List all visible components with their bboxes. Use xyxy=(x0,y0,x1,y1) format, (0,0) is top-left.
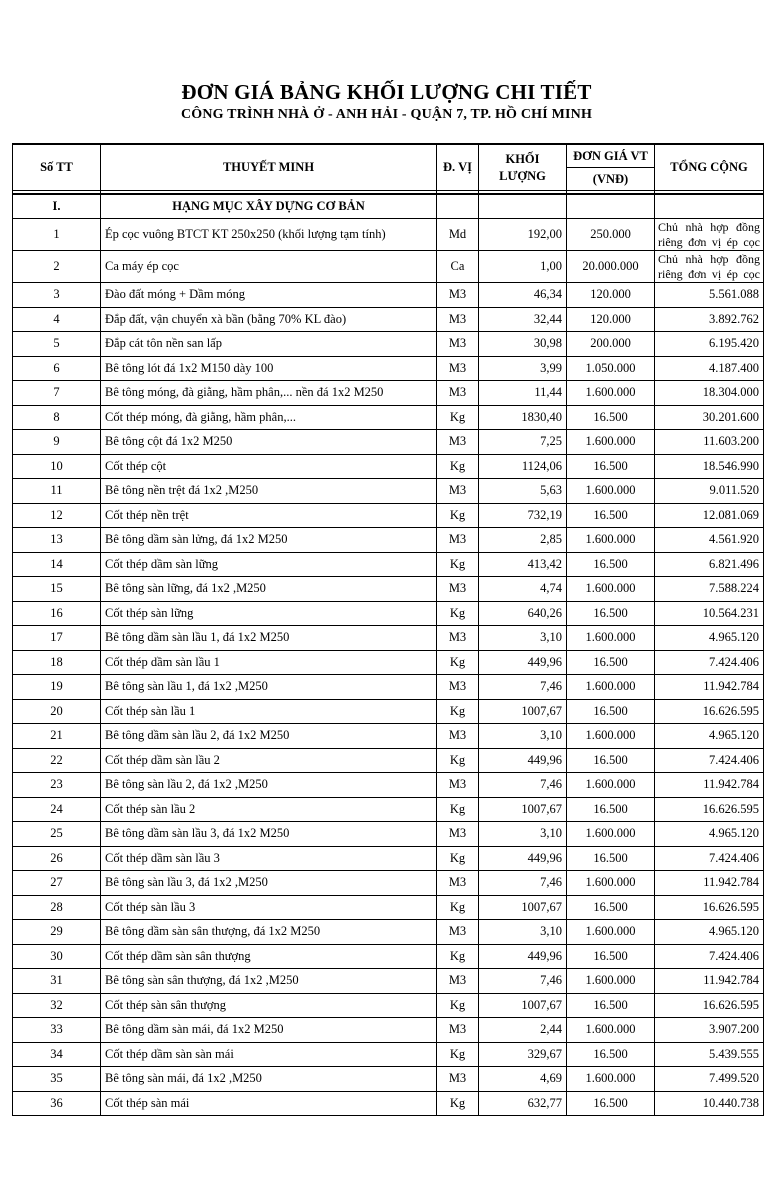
cell-total: 6.195.420 xyxy=(655,332,764,357)
cell-total: 11.942.784 xyxy=(655,675,764,700)
cell-desc: Bê tông sàn lầu 2, đá 1x2 ,M250 xyxy=(101,773,437,798)
cell-qty: 1007,67 xyxy=(479,797,567,822)
cell-stt: 19 xyxy=(13,675,101,700)
cell-total: 4.561.920 xyxy=(655,528,764,553)
header-total: TỔNG CỘNG xyxy=(655,144,764,191)
cell-qty: 1124,06 xyxy=(479,454,567,479)
cell-stt: 9 xyxy=(13,430,101,455)
cell-total: 7.424.406 xyxy=(655,846,764,871)
cell-qty: 3,10 xyxy=(479,920,567,945)
cell-total: 11.942.784 xyxy=(655,773,764,798)
cell-unit: M3 xyxy=(437,1067,479,1092)
cell-unit: Md xyxy=(437,219,479,251)
cell-qty: 46,34 xyxy=(479,283,567,308)
cell-price: 250.000 xyxy=(567,219,655,251)
cell-desc: Đắp cát tôn nền san lấp xyxy=(101,332,437,357)
cell-stt: 32 xyxy=(13,993,101,1018)
table-row xyxy=(13,251,764,283)
cell-price: 16.500 xyxy=(567,797,655,822)
cell-unit: Kg xyxy=(437,1042,479,1067)
cell-unit: Kg xyxy=(437,699,479,724)
cell-price: 200.000 xyxy=(567,332,655,357)
table-row xyxy=(13,993,764,1018)
cell-desc: Bê tông dầm sàn sân thượng, đá 1x2 M250 xyxy=(101,920,437,945)
cell-unit: M3 xyxy=(437,381,479,406)
cell-total: 3.907.200 xyxy=(655,1018,764,1043)
cell-unit: Kg xyxy=(437,601,479,626)
cell-desc: Cốt thép dầm sàn lầu 2 xyxy=(101,748,437,773)
cell-stt: 24 xyxy=(13,797,101,822)
cell-unit: Kg xyxy=(437,846,479,871)
cell-price: 16.500 xyxy=(567,699,655,724)
table-row xyxy=(13,895,764,920)
cell-total: 6.821.496 xyxy=(655,552,764,577)
table-row xyxy=(13,479,764,504)
cell-stt: 15 xyxy=(13,577,101,602)
cell-unit: M3 xyxy=(437,307,479,332)
cell-stt: 27 xyxy=(13,871,101,896)
cell-price: 16.500 xyxy=(567,993,655,1018)
cell-stt: 6 xyxy=(13,356,101,381)
cell-price: 1.600.000 xyxy=(567,822,655,847)
cell-desc: Bê tông dầm sàn lầu 2, đá 1x2 M250 xyxy=(101,724,437,749)
cell-price: 16.500 xyxy=(567,552,655,577)
cell-price: 1.600.000 xyxy=(567,920,655,945)
table-row xyxy=(13,675,764,700)
cell-unit: M3 xyxy=(437,822,479,847)
cell-total: 4.965.120 xyxy=(655,822,764,847)
table-row xyxy=(13,650,764,675)
cell-unit: M3 xyxy=(437,430,479,455)
cell-unit: Ca xyxy=(437,251,479,283)
cell-total: 4.965.120 xyxy=(655,626,764,651)
cell-total: 12.081.069 xyxy=(655,503,764,528)
cell-price: 1.600.000 xyxy=(567,724,655,749)
cell-price: 16.500 xyxy=(567,846,655,871)
table-row xyxy=(13,332,764,357)
cell-qty: 7,46 xyxy=(479,969,567,994)
cell-stt: 29 xyxy=(13,920,101,945)
cell-desc: Cốt thép dầm sàn lầu 3 xyxy=(101,846,437,871)
cell-unit: M3 xyxy=(437,626,479,651)
cell-desc: Bê tông sàn lầu 1, đá 1x2 ,M250 xyxy=(101,675,437,700)
cell-stt: 36 xyxy=(13,1091,101,1116)
cell-unit: Kg xyxy=(437,503,479,528)
header-desc: THUYẾT MINH xyxy=(101,144,437,191)
section-row xyxy=(13,194,764,219)
table-row xyxy=(13,503,764,528)
table-row xyxy=(13,577,764,602)
cell-price: 16.500 xyxy=(567,503,655,528)
cell-price: 120.000 xyxy=(567,307,655,332)
cell-desc: Đắp đất, vận chuyển xà bần (bằng 70% KL đào) xyxy=(101,307,437,332)
cell-qty: 449,96 xyxy=(479,944,567,969)
cell-qty: 632,77 xyxy=(479,1091,567,1116)
cell-qty: 7,46 xyxy=(479,871,567,896)
table-row xyxy=(13,307,764,332)
table-row xyxy=(13,405,764,430)
table-row xyxy=(13,430,764,455)
cell-desc: Bê tông dầm sàn lầu 1, đá 1x2 M250 xyxy=(101,626,437,651)
cell-unit: M3 xyxy=(437,528,479,553)
table-row xyxy=(13,969,764,994)
cell-total: 16.626.595 xyxy=(655,993,764,1018)
cell-stt: 16 xyxy=(13,601,101,626)
cell-unit: M3 xyxy=(437,577,479,602)
cell-qty: 2,44 xyxy=(479,1018,567,1043)
cell-unit: Kg xyxy=(437,552,479,577)
cell-desc: Cốt thép móng, đà giằng, hầm phân,... xyxy=(101,405,437,430)
cell-qty: 1007,67 xyxy=(479,993,567,1018)
cell-price: 16.500 xyxy=(567,601,655,626)
cell-stt: 30 xyxy=(13,944,101,969)
cell-total: 7.424.406 xyxy=(655,944,764,969)
cell-stt: 28 xyxy=(13,895,101,920)
cell-stt: 4 xyxy=(13,307,101,332)
cell-total: 5.561.088 xyxy=(655,283,764,308)
cell-desc: Bê tông nền trệt đá 1x2 ,M250 xyxy=(101,479,437,504)
table-header xyxy=(13,144,764,194)
table-row xyxy=(13,944,764,969)
cell-desc: Bê tông sàn sân thượng, đá 1x2 ,M250 xyxy=(101,969,437,994)
cell-price: 1.600.000 xyxy=(567,430,655,455)
cell-unit: M3 xyxy=(437,871,479,896)
cell-unit: M3 xyxy=(437,283,479,308)
cell-total: 18.304.000 xyxy=(655,381,764,406)
header-unit: Đ. VỊ xyxy=(437,144,479,191)
header-qty-line2: LƯỢNG xyxy=(499,168,546,183)
cell-desc: Ca máy ép cọc xyxy=(101,251,437,283)
header-qty-line1: KHỐI xyxy=(505,151,540,166)
section-title: HẠNG MỤC XÂY DỰNG CƠ BẢN xyxy=(101,194,437,219)
cell-desc: Cốt thép dầm sàn sàn mái xyxy=(101,1042,437,1067)
cell-total: 7.424.406 xyxy=(655,650,764,675)
cell-total: 9.011.520 xyxy=(655,479,764,504)
cell-stt: 8 xyxy=(13,405,101,430)
table-row xyxy=(13,219,764,251)
cell-total: 16.626.595 xyxy=(655,895,764,920)
cell-total: 16.626.595 xyxy=(655,797,764,822)
cell-unit: M3 xyxy=(437,356,479,381)
cell-total: 16.626.595 xyxy=(655,699,764,724)
cell-stt: 20 xyxy=(13,699,101,724)
table-row xyxy=(13,283,764,308)
cell-desc: Cốt thép sàn mái xyxy=(101,1091,437,1116)
cell-desc: Bê tông dầm sàn mái, đá 1x2 M250 xyxy=(101,1018,437,1043)
cell-price: 1.600.000 xyxy=(567,773,655,798)
cell-unit: Kg xyxy=(437,944,479,969)
header-price-line2: (VNĐ) xyxy=(567,168,655,191)
cell-qty: 7,46 xyxy=(479,675,567,700)
table-row xyxy=(13,356,764,381)
cell-qty: 413,42 xyxy=(479,552,567,577)
cell-stt: 3 xyxy=(13,283,101,308)
cell-unit: M3 xyxy=(437,675,479,700)
cell-qty: 3,99 xyxy=(479,356,567,381)
cell-desc: Cốt thép dầm sàn lầu 1 xyxy=(101,650,437,675)
cell-unit: M3 xyxy=(437,1018,479,1043)
cell-desc: Bê tông sàn lững, đá 1x2 ,M250 xyxy=(101,577,437,602)
cell-price: 16.500 xyxy=(567,650,655,675)
cell-qty: 449,96 xyxy=(479,748,567,773)
cell-qty: 3,10 xyxy=(479,724,567,749)
cell-stt: 11 xyxy=(13,479,101,504)
cell-qty: 2,85 xyxy=(479,528,567,553)
cell-stt: 18 xyxy=(13,650,101,675)
cell-desc: Bê tông cột đá 1x2 M250 xyxy=(101,430,437,455)
cell-total: 11.942.784 xyxy=(655,871,764,896)
table-row xyxy=(13,822,764,847)
cell-total: 4.965.120 xyxy=(655,920,764,945)
cell-price: 1.600.000 xyxy=(567,1018,655,1043)
cell-qty: 1007,67 xyxy=(479,699,567,724)
cell-total: Chủ nhà hợp đồng riêng đơn vị ép cọc xyxy=(655,219,764,251)
cell-qty: 7,25 xyxy=(479,430,567,455)
cell-desc: Bê tông sàn mái, đá 1x2 ,M250 xyxy=(101,1067,437,1092)
cell-desc: Cốt thép nền trệt xyxy=(101,503,437,528)
cell-qty: 4,69 xyxy=(479,1067,567,1092)
cell-unit: M3 xyxy=(437,773,479,798)
header-price-line1: ĐƠN GIÁ VT xyxy=(567,144,655,168)
cell-unit: M3 xyxy=(437,969,479,994)
cell-stt: 14 xyxy=(13,552,101,577)
table-row xyxy=(13,381,764,406)
cell-desc: Bê tông móng, đà giằng, hầm phân,... nền đá 1x2 M250 xyxy=(101,381,437,406)
cell-stt: 2 xyxy=(13,251,101,283)
cell-stt: 10 xyxy=(13,454,101,479)
cell-price: 1.600.000 xyxy=(567,626,655,651)
cell-total: 18.546.990 xyxy=(655,454,764,479)
cell-unit: Kg xyxy=(437,797,479,822)
cell-price: 1.600.000 xyxy=(567,969,655,994)
cell-price: 1.600.000 xyxy=(567,675,655,700)
cell-qty: 1,00 xyxy=(479,251,567,283)
cell-unit: Kg xyxy=(437,1091,479,1116)
cell-desc: Cốt thép sàn lững xyxy=(101,601,437,626)
table-row xyxy=(13,454,764,479)
section-stt: I. xyxy=(13,194,101,219)
cell-qty: 640,26 xyxy=(479,601,567,626)
header-stt: Số TT xyxy=(13,144,101,191)
cell-qty: 1007,67 xyxy=(479,895,567,920)
table-row xyxy=(13,871,764,896)
table-row xyxy=(13,1042,764,1067)
document-title: ĐƠN GIÁ BẢNG KHỐI LƯỢNG CHI TIẾT xyxy=(181,80,592,104)
cell-unit: M3 xyxy=(437,920,479,945)
cell-stt: 34 xyxy=(13,1042,101,1067)
table-row xyxy=(13,528,764,553)
cell-desc: Cốt thép dầm sàn sân thượng xyxy=(101,944,437,969)
cell-qty: 3,10 xyxy=(479,822,567,847)
cell-stt: 5 xyxy=(13,332,101,357)
table-row xyxy=(13,846,764,871)
cell-desc: Bê tông sàn lầu 3, đá 1x2 ,M250 xyxy=(101,871,437,896)
cell-unit: Kg xyxy=(437,650,479,675)
cell-qty: 732,19 xyxy=(479,503,567,528)
cell-price: 16.500 xyxy=(567,405,655,430)
cell-stt: 22 xyxy=(13,748,101,773)
cell-stt: 17 xyxy=(13,626,101,651)
table-row xyxy=(13,724,764,749)
cell-stt: 13 xyxy=(13,528,101,553)
table-body xyxy=(13,194,764,1116)
cell-desc: Cốt thép sàn lầu 2 xyxy=(101,797,437,822)
cell-unit: Kg xyxy=(437,895,479,920)
header-qty xyxy=(479,144,567,191)
cell-stt: 25 xyxy=(13,822,101,847)
cell-total: 11.603.200 xyxy=(655,430,764,455)
cell-price: 1.600.000 xyxy=(567,871,655,896)
document-subtitle: CÔNG TRÌNH NHÀ Ở - ANH HẢI - QUẬN 7, TP. HỒ CHÍ MINH xyxy=(180,107,593,122)
cell-stt: 33 xyxy=(13,1018,101,1043)
cell-unit: Kg xyxy=(437,993,479,1018)
cell-price: 16.500 xyxy=(567,1042,655,1067)
cell-price: 1.600.000 xyxy=(567,1067,655,1092)
cell-unit: Kg xyxy=(437,748,479,773)
cell-unit: Kg xyxy=(437,405,479,430)
cell-qty: 11,44 xyxy=(479,381,567,406)
cell-desc: Bê tông dầm sàn lầu 3, đá 1x2 M250 xyxy=(101,822,437,847)
cell-total: 4.965.120 xyxy=(655,724,764,749)
cell-unit: Kg xyxy=(437,454,479,479)
cell-stt: 23 xyxy=(13,773,101,798)
table-row xyxy=(13,626,764,651)
cell-total: 3.892.762 xyxy=(655,307,764,332)
cell-desc: Cốt thép cột xyxy=(101,454,437,479)
cell-stt: 35 xyxy=(13,1067,101,1092)
cell-price: 16.500 xyxy=(567,895,655,920)
cell-total: 10.440.738 xyxy=(655,1091,764,1116)
cell-stt: 31 xyxy=(13,969,101,994)
cell-price: 1.600.000 xyxy=(567,528,655,553)
table-row xyxy=(13,1018,764,1043)
cell-price: 16.500 xyxy=(567,454,655,479)
cell-stt: 26 xyxy=(13,846,101,871)
table-row xyxy=(13,1091,764,1116)
cell-unit: M3 xyxy=(437,479,479,504)
cell-total: 11.942.784 xyxy=(655,969,764,994)
cell-stt: 1 xyxy=(13,219,101,251)
table-row xyxy=(13,748,764,773)
cell-price: 16.500 xyxy=(567,748,655,773)
cell-total: 7.588.224 xyxy=(655,577,764,602)
cell-qty: 5,63 xyxy=(479,479,567,504)
cell-qty: 7,46 xyxy=(479,773,567,798)
cell-qty: 4,74 xyxy=(479,577,567,602)
cell-total: 30.201.600 xyxy=(655,405,764,430)
cell-desc: Cốt thép sàn sân thượng xyxy=(101,993,437,1018)
cell-qty: 1830,40 xyxy=(479,405,567,430)
cell-desc: Ép cọc vuông BTCT KT 250x250 (khối lượng tạm tính) xyxy=(101,219,437,251)
cell-price: 1.600.000 xyxy=(567,577,655,602)
cell-price: 16.500 xyxy=(567,1091,655,1116)
cell-qty: 3,10 xyxy=(479,626,567,651)
cell-desc: Cốt thép sàn lầu 3 xyxy=(101,895,437,920)
cell-desc: Bê tông lót đá 1x2 M150 dày 100 xyxy=(101,356,437,381)
cell-price: 16.500 xyxy=(567,944,655,969)
cell-desc: Cốt thép dầm sàn lững xyxy=(101,552,437,577)
table-row xyxy=(13,1067,764,1092)
quantity-table-container xyxy=(12,143,763,1116)
table-row xyxy=(13,552,764,577)
cell-total: 10.564.231 xyxy=(655,601,764,626)
cell-qty: 192,00 xyxy=(479,219,567,251)
cell-unit: M3 xyxy=(437,724,479,749)
cell-desc: Bê tông dầm sàn lửng, đá 1x2 M250 xyxy=(101,528,437,553)
cell-stt: 12 xyxy=(13,503,101,528)
table-row xyxy=(13,797,764,822)
cell-price: 1.600.000 xyxy=(567,381,655,406)
cell-price: 1.050.000 xyxy=(567,356,655,381)
cell-price: 20.000.000 xyxy=(567,251,655,283)
cell-qty: 449,96 xyxy=(479,846,567,871)
cell-qty: 30,98 xyxy=(479,332,567,357)
cell-price: 1.600.000 xyxy=(567,479,655,504)
cell-total: Chủ nhà hợp đồng riêng đơn vị ép cọc xyxy=(655,251,764,283)
cell-unit: M3 xyxy=(437,332,479,357)
table-row xyxy=(13,773,764,798)
cell-qty: 32,44 xyxy=(479,307,567,332)
cell-stt: 21 xyxy=(13,724,101,749)
cell-total: 4.187.400 xyxy=(655,356,764,381)
table-row xyxy=(13,601,764,626)
cell-desc: Cốt thép sàn lầu 1 xyxy=(101,699,437,724)
cell-total: 7.499.520 xyxy=(655,1067,764,1092)
quantity-table xyxy=(12,143,764,1116)
cell-total: 5.439.555 xyxy=(655,1042,764,1067)
cell-desc: Đào đất móng + Dầm móng xyxy=(101,283,437,308)
cell-total: 7.424.406 xyxy=(655,748,764,773)
cell-price: 120.000 xyxy=(567,283,655,308)
table-row xyxy=(13,920,764,945)
table-row xyxy=(13,699,764,724)
cell-qty: 329,67 xyxy=(479,1042,567,1067)
cell-stt: 7 xyxy=(13,381,101,406)
cell-qty: 449,96 xyxy=(479,650,567,675)
